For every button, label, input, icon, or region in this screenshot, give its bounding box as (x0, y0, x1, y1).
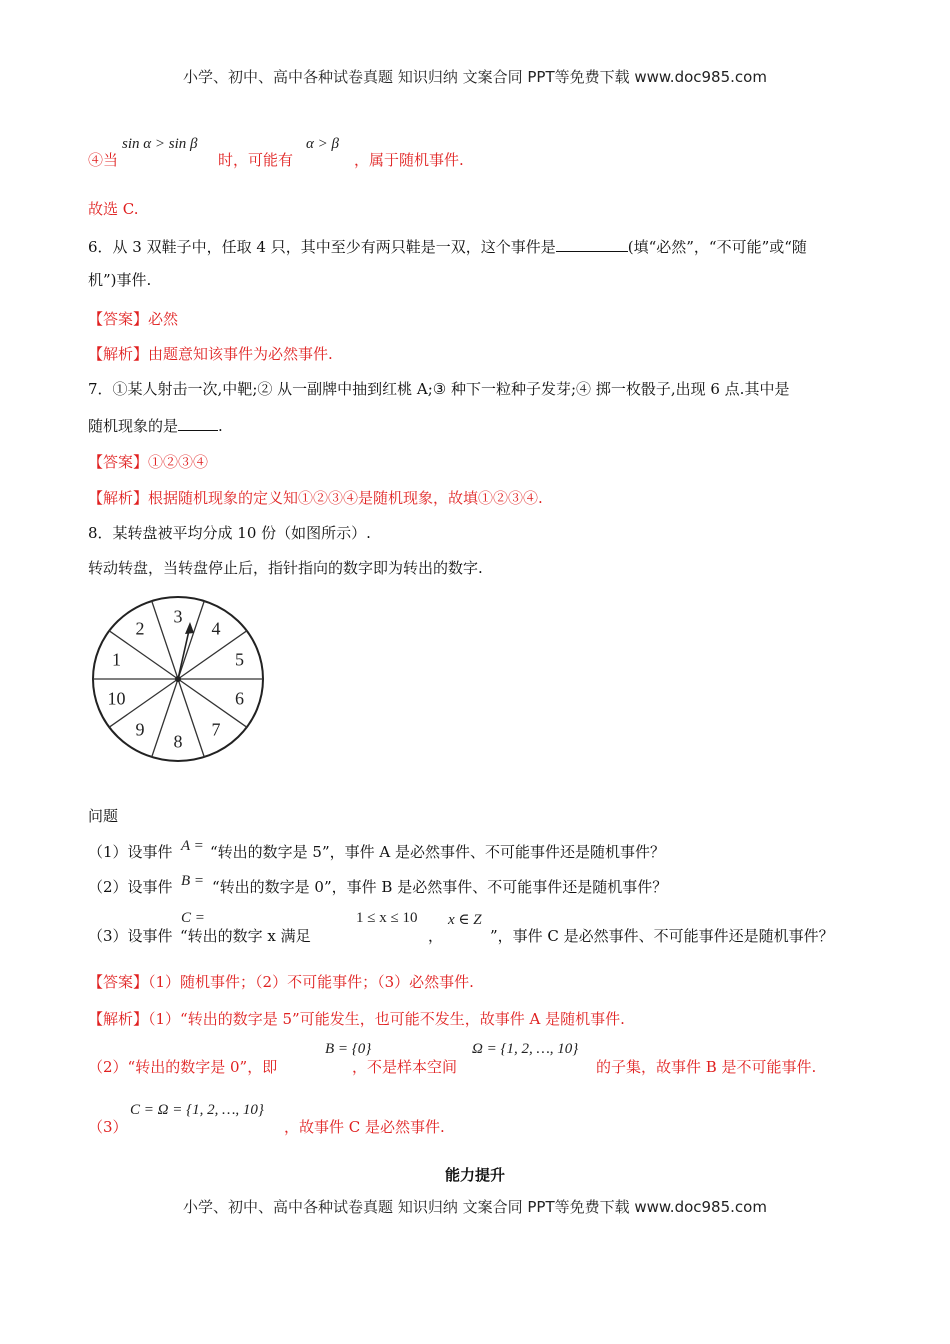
question-label: 问题 (88, 807, 119, 825)
q8-sub3-range-text: 1 ≤ x ≤ 10 (356, 910, 418, 926)
q7-blank (178, 414, 218, 431)
q8-sub1-post: “转出的数字是 5”，事件 A 是必然事件、不可能事件还是随机事件？ (210, 843, 666, 861)
q7-analysis: 【解析】根据随机现象的定义知①②③④是随机现象，故填①②③④. (88, 489, 543, 507)
q8-analysis2-math: B = {0} (325, 1041, 372, 1057)
q8-analysis1: 【解析】（1）“转出的数字是 5”可能发生，也可能不发生，故事件 A 是随机事件. (88, 1010, 625, 1028)
item4-mid: 时，可能有 (218, 151, 294, 169)
q8-sub2-math: B = (181, 873, 205, 889)
q8-sub3-set-text: x ∈ Z (448, 912, 482, 928)
choose-text: 故选 C. (88, 200, 139, 218)
spinner-wheel-figure (86, 592, 276, 770)
wheel-number-2: 2 (135, 618, 145, 639)
pointer-needle (178, 626, 190, 679)
q8-analysis2-pre: （2）“转出的数字是 0”，即 (88, 1058, 278, 1076)
page-header: 小学、初中、高中各种试卷真题 知识归纳 文案合同 PPT等免费下载 www.doc985.com (183, 68, 767, 86)
wheel-center (175, 676, 181, 682)
wheel-number-8: 8 (173, 731, 183, 752)
item4-suffix: ，属于随机事件. (354, 151, 464, 169)
q8-analysis3-math: C = Ω = {1, 2, …, 10} (130, 1102, 264, 1118)
q7-line2 (88, 414, 223, 436)
q8-analysis2-post: 的子集，故事件 B 是不可能事件. (596, 1058, 817, 1076)
q7-line1: 7．①某人射击一次,中靶;② 从一副牌中抽到红桃 A;③ 种下一粒种子发芽;④ 掷一枚骰子,出现 6 点.其中是 (88, 380, 790, 398)
q8-sub1-pre: （1）设事件 (88, 843, 173, 861)
q8-line2: 转动转盘，当转盘停止后，指针指向的数字即为转出的数字. (88, 559, 483, 577)
q8-sub3-set (448, 910, 482, 929)
q7-line2-after: . (218, 417, 223, 435)
q8-sub3-range (356, 910, 417, 927)
item4-math-sin: sin α > sin β (122, 136, 198, 152)
wheel-number-1: 1 (112, 649, 122, 670)
q8-analysis2-mid: ，不是样本空间 (352, 1058, 458, 1076)
q8-line1: 8．某转盘被平均分成 10 份（如图所示）. (88, 524, 371, 542)
q6-line1-after: (填“必然”，“不可能”或“随 (627, 238, 807, 256)
wheel-number-10: 10 (107, 688, 126, 709)
q8-sub3-mid: “转出的数字 x 满足 (180, 927, 311, 945)
section-title: 能力提升 (444, 1166, 505, 1184)
q6-analysis: 【解析】由题意知该事件为必然事件. (88, 345, 333, 363)
item4-prefix: ④当 (88, 151, 119, 169)
q6-line1-text: 6．从 3 双鞋子中，任取 4 只，其中至少有两只鞋是一双，这个事件是 (88, 238, 556, 256)
q8-sub3-post: ”，事件 C 是必然事件、不可能事件还是随机事件？ (490, 927, 834, 945)
q6-blank (556, 235, 628, 252)
q7-answer: 【答案】①②③④ (88, 453, 209, 471)
wheel-number-3: 3 (173, 606, 183, 627)
wheel-number-6: 6 (234, 688, 244, 709)
q8-analysis3-post: ，故事件 C 是必然事件. (284, 1118, 445, 1136)
q8-sub1-math: A = (181, 838, 204, 854)
q8-answer: 【答案】（1）随机事件；（2）不可能事件；（3）必然事件. (88, 973, 474, 991)
wheel-number-9: 9 (135, 719, 145, 740)
q6-line2: 机”)事件. (88, 271, 152, 289)
pointer-arrowhead (185, 622, 194, 634)
q8-sub3-math: C = (181, 910, 205, 926)
q6-line1 (88, 235, 807, 257)
q8-sub3-pre: （3）设事件 (88, 927, 173, 945)
item4-math-alpha: α > β (306, 136, 339, 152)
wheel-number-4: 4 (211, 618, 221, 639)
q8-analysis2-math2: Ω = {1, 2, …, 10} (472, 1041, 579, 1057)
wheel-number-5: 5 (234, 649, 244, 670)
q6-answer: 【答案】必然 (88, 310, 179, 328)
q8-sub2-post: “转出的数字是 0”，事件 B 是必然事件、不可能事件还是随机事件？ (212, 878, 668, 896)
q8-sub3-comma: ， (428, 927, 444, 945)
q8-sub2-pre: （2）设事件 (88, 878, 173, 896)
q8-analysis3-pre: （3） (88, 1118, 128, 1136)
q7-line2-text: 随机现象的是 (88, 417, 179, 435)
wheel-number-7: 7 (211, 719, 221, 740)
page-footer: 小学、初中、高中各种试卷真题 知识归纳 文案合同 PPT等免费下载 www.doc985.com (183, 1198, 767, 1216)
